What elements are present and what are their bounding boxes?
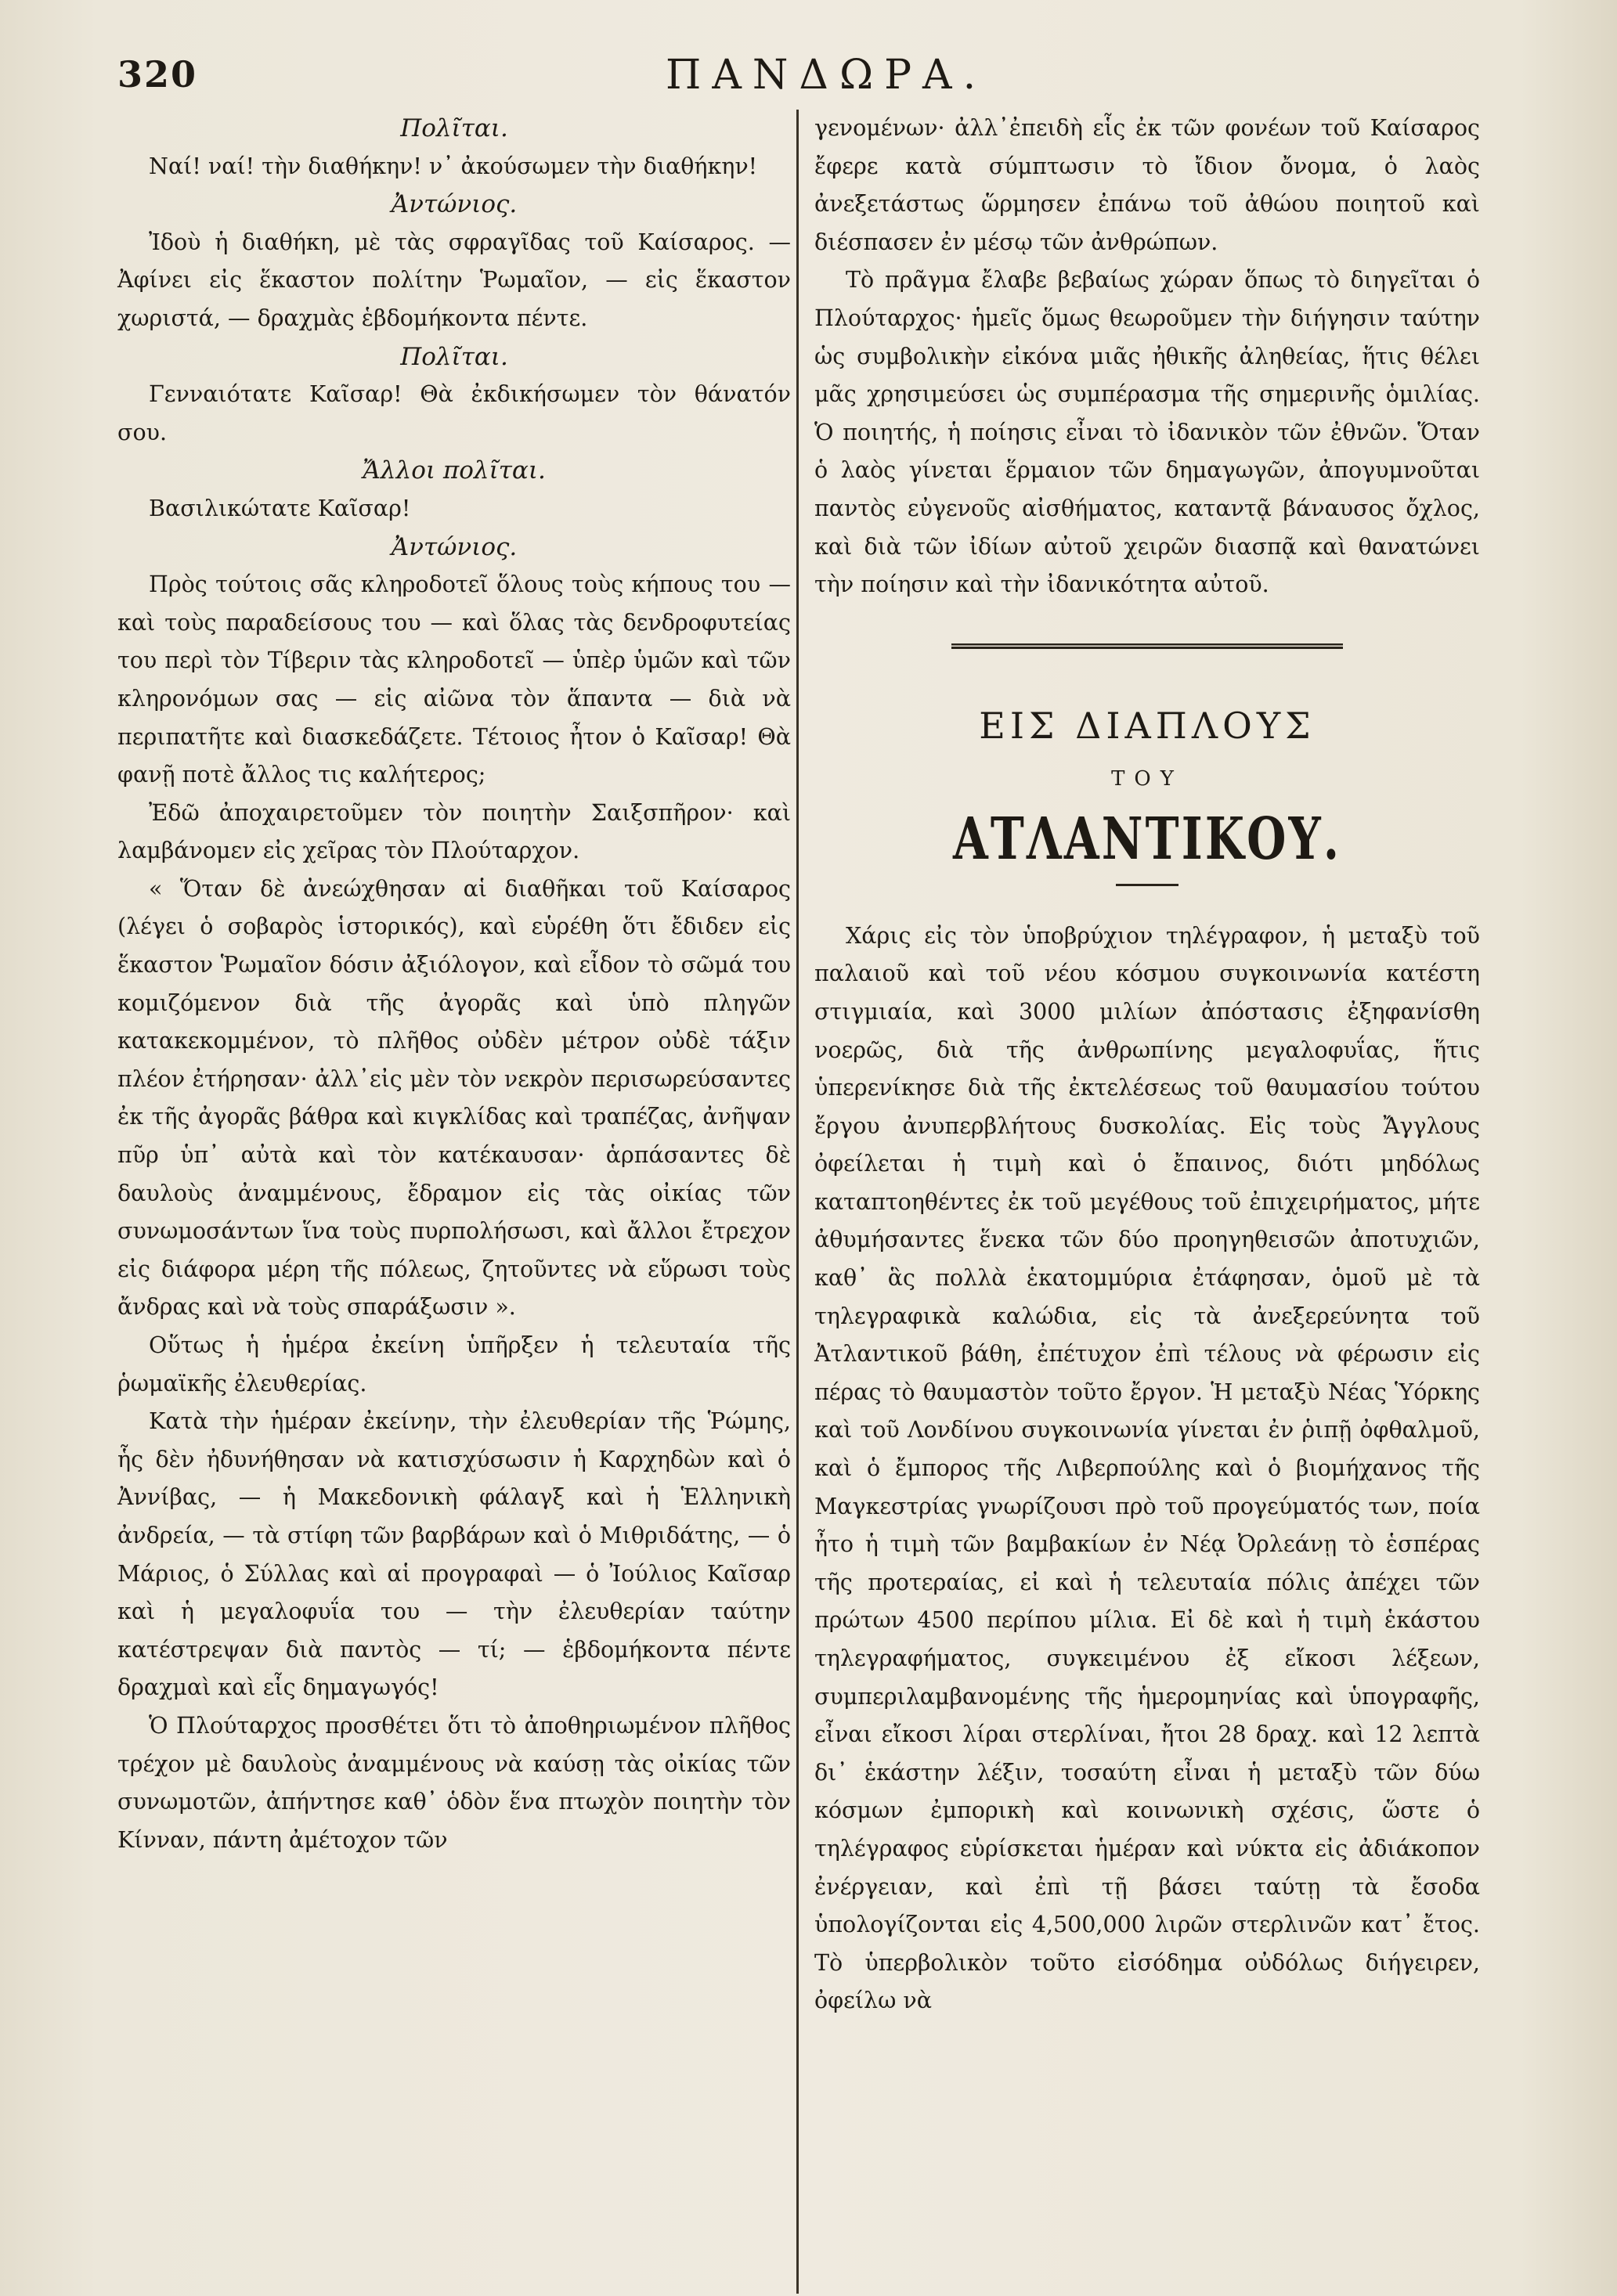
section-separator-rule bbox=[951, 643, 1343, 649]
paragraph: Ἐδῶ ἀποχαιρετοῦμεν τὸν ποιητὴν Σαιξσπῆρον· καὶ λαμβάνομεν εἰς χεῖρας τὸν Πλούταρχον. bbox=[117, 799, 791, 864]
column-divider bbox=[796, 110, 799, 2294]
speaker-label: Ἀντώνιος. bbox=[391, 190, 518, 219]
heading-ornament bbox=[1116, 884, 1178, 886]
article-heading-line-1: ΕΙΣ ΔΙΑΠΛΟΥΣ bbox=[979, 704, 1316, 747]
page-header bbox=[117, 47, 1480, 102]
article-heading-line-3: ΑΤΛΑΝΤΙΚΟΥ. bbox=[952, 805, 1342, 873]
page-number: 320 bbox=[117, 53, 198, 96]
article-paragraph: Χάρις εἰς τὸν ὑποβρύχιον τηλέγραφον, ἡ μεταξὺ τοῦ παλαιοῦ καὶ τοῦ νέου κόσμου συγκοινωνία κατέστη στιγμιαία, καὶ 3000 μιλίων ἀπόστασις ἐξηφανίσθη νοερῶς, διὰ τῆς ἀνθρωπίνης μεγαλοφυΐας, ἥτις ὑπερενίκησε διὰ τῆς ἐκτελέσεως τοῦ θαυμασίου τούτου ἔργου ἀνυπερβλήτους δυσκολίας. Εἰς τοὺς Ἄγγλους ὀφείλεται ἡ τιμὴ καὶ ὁ ἔπαινος, διότι μηδόλως καταπτοηθέντες ἐκ τοῦ μεγέθους τοῦ ἐπιχειρήματος, μήτε ἀθυμήσαντες ἕνεκα τῶν δύο προηγηθεισῶν ἀποτυχιῶν, καθ᾽ ἃς πολλὰ ἑκατομμύρια ἐτάφησαν, ὁμοῦ μὲ τὰ τηλεγραφικὰ καλώδια, εἰς τὰ ἀνεξερεύνητα τοῦ Ἀτλαντικοῦ βάθη, ἐπέτυχον ἐπὶ τέλους νὰ φέρωσιν εἰς πέρας τὸ θαυμαστὸν τοῦτο ἔργον. Ἡ μεταξὺ Νέας Ὑόρκης καὶ τοῦ Λονδίνου συγκοινωνία γίνεται ἐν ῥιπῇ ὀφθαλμοῦ, καὶ ὁ ἔμπορος τῆς Λιβερπούλης καὶ ὁ βιομήχανος τῆς Μαγκεστρίας γνωρίζουσι πρὸ τοῦ προγεύματός των, ποία ἦτο ἡ τιμὴ τῶν βαμβακίων ἐν Νέᾳ Ὀρλεάνῃ τὸ ἑσπέρας τῆς προτεραίας, εἰ καὶ ἡ τελευταία πόλις ἀπέχει τῶν πρώτων 4500 περίπου μίλια. Εἰ δὲ καὶ ἡ τιμὴ ἑκάστου τηλεγραφήματος, συγκειμένου ἐξ εἴκοσι λέξεων, συμπεριλαμβανομένης τῆς ἡμερομηνίας καὶ ὑπογραφῆς, εἶναι εἴκοσι λίραι στερλίναι, ἤτοι 28 δραχ. καὶ 12 λεπτὰ δι᾽ ἑκάστην λέξιν, τοσαύτη εἶναι ἡ μεταξὺ τῶν δύω κόσμων ἐμπορικὴ καὶ κοινωνικὴ σχέσις, ὥστε ὁ τηλέγραφος εὑρίσκεται ἡμέραν καὶ νύκτα εἰς ἀδιάκοπον ἐνέργειαν, καὶ ἐπὶ τῇ βάσει ταύτῃ τὰ ἔσοδα ὑπολογίζονται εἰς 4,500,000 λιρῶν στερλινῶν κατ᾽ ἔτος. Τὸ ὑπερβολικὸν τοῦτο εἰσόδημα οὐδόλως διήγειρεν, ὀφείλω νὰ bbox=[814, 922, 1480, 2014]
paragraph: Τὸ πρᾶγμα ἔλαβε βεβαίως χώραν ὅπως τὸ διηγεῖται ὁ Πλούταρχος· ἡμεῖς ὅμως θεωροῦμεν τὴν διήγησιν ταύτην ὡς συμβολικὴν εἰκόνα μιᾶς ἠθικῆς ἀληθείας, ἥτις θέλει μᾶς χρησιμεύσει ὡς συμπέρασμα τῆς σημερινῆς ὁμιλίας. Ὁ ποιητής, ἡ ποίησις εἶναι τὸ ἰδανικὸν τῶν ἐθνῶν. Ὅταν ὁ λαὸς γίνεται ἕρμαιον τῶν δημαγωγῶν, ἀπογυμνοῦται παντὸς εὐγενοῦς αἰσθήματος, καταντᾷ βάναυσος ὄχλος, καὶ διὰ τῶν ἰδίων αὐτοῦ χειρῶν διασπᾷ καὶ θανατώνει τὴν ποίησιν καὶ τὴν ἰδανικότητα αὐτοῦ. bbox=[814, 267, 1480, 598]
speaker-label: Ἀντώνιος. bbox=[391, 532, 518, 561]
paragraph: Πρὸς τούτοις σᾶς κληροδοτεῖ ὅλους τοὺς κήπους του — καὶ τοὺς παραδείσους του — καὶ ὅλας τὰς δενδροφυτείας του περὶ τὸν Τίβεριν τὰς κληροδοτεῖ — ὑπὲρ ὑμῶν καὶ τῶν κληρονόμων σας — εἰς αἰῶνα τὸν ἅπαντα — διὰ νὰ περιπατῆτε καὶ διασκεδάζετε. Τέτοιος ἦτον ὁ Καῖσαρ! Θὰ φανῇ ποτὲ ἄλλος τις καλήτερος; bbox=[117, 571, 791, 788]
running-title: ΠΑΝΔΩΡΑ. bbox=[666, 52, 987, 99]
paragraph: « Ὅταν δὲ ἀνεώχθησαν αἱ διαθῆκαι τοῦ Καίσαρος (λέγει ὁ σοβαρὸς ἱστορικός), καὶ εὑρέθη ὅτι ἔδιδεν εἰς ἕκαστον Ῥωμαῖον δόσιν ἀξιόλογον, καὶ εἶδον τὸ σῶμά του κομιζόμενον διὰ τῆς ἀγορᾶς καὶ ὑπὸ πληγῶν κατακεκομμένον, τὸ πλῆθος οὐδὲν μέτρον οὐδὲ τάξιν πλέον ἐτήρησαν· ἀλλ᾽εἰς μὲν τὸν νεκρὸν περισωρεύσαντες ἐκ τῆς ἀγορᾶς βάθρα καὶ κιγκλίδας καὶ τραπέζας, ἀνῆψαν πῦρ ὑπ᾽ αὐτὰ καὶ τὸν κατέκαυσαν· ἁρπάσαντες δὲ δαυλοὺς ἀναμμένους, ἔδραμον εἰς τὰς οἰκίας τῶν συνωμοσάντων ἵνα τοὺς πυρπολήσωσι, καὶ ἄλλοι ἔτρεχον εἰς διάφορα μέρη τῆς πόλεως, ζητοῦντες νὰ εὕρωσι τοὺς ἄνδρας καὶ νὰ τοὺς σπαράξωσιν ». bbox=[117, 875, 791, 1321]
paragraph: Βασιλικώτατε Καῖσαρ! bbox=[149, 495, 411, 521]
paragraph: Οὕτως ἡ ἡμέρα ἐκείνη ὑπῆρξεν ἡ τελευταία τῆς ῥωμαϊκῆς ἐλευθερίας. bbox=[117, 1332, 791, 1397]
speaker-label: Πολῖται. bbox=[400, 342, 508, 371]
paragraph: Κατὰ τὴν ἡμέραν ἐκείνην, τὴν ἐλευθερίαν τῆς Ῥώμης, ἧς δὲν ἠδυνήθησαν νὰ κατισχύσωσιν ἡ Καρχηδὼν καὶ ὁ Ἀννίβας, — ἡ Μακεδονικὴ φάλαγξ καὶ ἡ Ἑλληνικὴ ἀνδρεία, — τὰ στίφη τῶν βαρβάρων καὶ ὁ Μιθριδάτης, — ὁ Μάριος, ὁ Σύλλας καὶ αἱ προγραφαὶ — ὁ Ἰούλιος Καῖσαρ καὶ ἡ μεγαλοφυΐα του — τὴν ἐλευθερίαν ταύτην κατέστρεψαν διὰ παντὸς — τί; — ἑβδομήκοντα πέντε δραχμαὶ καὶ εἷς δημαγωγός! bbox=[117, 1408, 791, 1701]
paragraph: Ναί! ναί! τὴν διαθήκην! ν᾽ ἀκούσωμεν τὴν διαθήκην! bbox=[149, 153, 758, 179]
speaker-label: Πολῖται. bbox=[400, 114, 508, 142]
paragraph: Γενναιότατε Καῖσαρ! Θὰ ἐκδικήσωμεν τὸν θάνατόν σου. bbox=[117, 381, 791, 445]
article-heading-line-2: ΤΟΥ bbox=[1111, 766, 1183, 791]
right-column bbox=[814, 110, 1480, 2020]
paragraph-continued: γενομένων· ἀλλ᾽ἐπειδὴ εἷς ἐκ τῶν φονέων τοῦ Καίσαρος ἔφερε κατὰ σύμπτωσιν τὸ ἴδιον ὄνομα, ὁ λαὸς ἀνεξετάστως ὥρμησεν ἐπάνω τοῦ ἀθώου ποιητοῦ καὶ διέσπασεν ἐν μέσῳ τῶν ἀνθρώπων. bbox=[814, 115, 1480, 255]
paragraph: Ἰδοὺ ἡ διαθήκη, μὲ τὰς σφραγῖδας τοῦ Καίσαρος. — Ἀφίνει εἰς ἕκαστον πολίτην Ῥωμαῖον, — εἰς ἕκαστον χωριστά, — δραχμὰς ἑβδομήκοντα πέντε. bbox=[117, 229, 791, 331]
speaker-label: Ἄλλοι πολῖται. bbox=[363, 456, 546, 485]
paragraph: Ὁ Πλούταρχος προσθέτει ὅτι τὸ ἀποθηριωμένον πλῆθος τρέχον μὲ δαυλοὺς ἀναμμένους νὰ καύσῃ τὰς οἰκίας τῶν συνωμοτῶν, ἀπήντησε καθ᾽ ὁδὸν ἕνα πτωχὸν ποιητὴν τὸν Κίνναν, πάντη ἀμέτοχον τῶν bbox=[117, 1712, 791, 1853]
left-column bbox=[117, 110, 791, 1859]
